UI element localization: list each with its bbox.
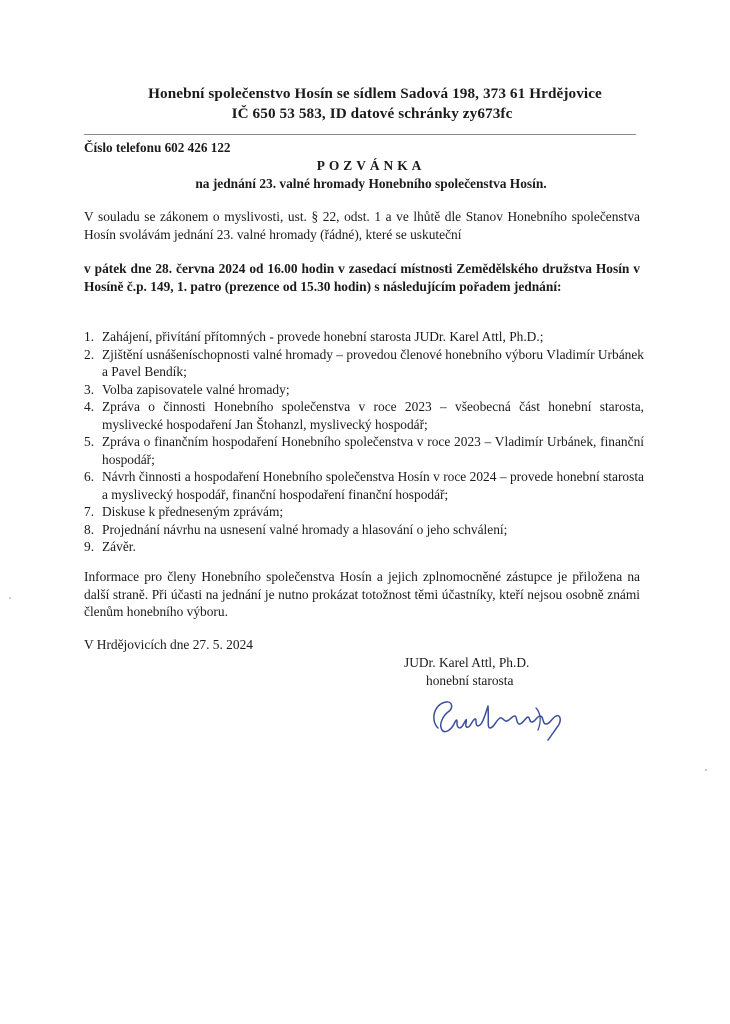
agenda-item-number: 8. [84, 521, 95, 537]
agenda-item-text: Návrh činnosti a hospodaření Honebního společenstva Hosín v roce 2024 – provede honební starosta a myslivecký hospodář, finanční hospodaření finanční hospodář; [102, 469, 644, 502]
meeting-details: v pátek dne 28. června 2024 od 16.00 hodin v zasedací místnosti Zemědělského družstva Hosín v Hosíně č.p. 149, 1. patro (prezence od 15.30 hodin) s následujícím pořadem jednání: [84, 261, 640, 294]
signatory-block [404, 654, 529, 690]
agenda-item [84, 433, 644, 468]
agenda-item-text: Volba zapisovatele valné hromady; [102, 381, 290, 397]
agenda-item-number: 9. [84, 539, 95, 554]
header-divider [84, 134, 636, 135]
handwritten-signature [424, 690, 574, 750]
agenda-item [84, 328, 644, 346]
signatory-role: honební starosta [426, 673, 514, 688]
agenda-item-number: 3. [84, 381, 95, 397]
agenda-item-text: Zpráva o činnosti Honebního společenstva v roce 2023 – všeobecná část honební starosta, myslivecké hospodaření Jan Štohanzl, myslivecký hospodář; [102, 399, 644, 432]
agenda-item-text: Zahájení, přivítání přítomných - provede honební starosta JUDr. Karel Attl, Ph.D.; [102, 329, 544, 344]
agenda-item-number: 1. [84, 329, 95, 344]
agenda-item-number: 5. [84, 434, 95, 449]
letterhead [0, 84, 730, 124]
agenda-item-number: 4. [84, 399, 95, 414]
info-paragraph: Informace pro členy Honebního společenstva Hosín a jejich zplnomocněné zástupce je přiložena na další straně. Při účasti na jednání je nutno prokázat totožnost těmi účastníky, kteří nejsou osobně známi členům honebního výboru. [84, 569, 640, 619]
agenda-item-text: Závěr. [102, 539, 136, 554]
agenda-item [84, 538, 644, 556]
agenda-item [84, 381, 644, 399]
agenda-item-text: Projednání návrhu na usnesení valné hromady a hlasování o jeho schválení; [102, 521, 508, 537]
agenda-item-text: Zjištění usnášeníschopnosti valné hromady – provedou členové honebního výboru Vladimír Urbánek a Pavel Bendík; [102, 346, 644, 379]
intro-paragraph: V souladu se zákonem o myslivosti, ust. § 22, odst. 1 a ve lhůtě dle Stanov Honebního společenstva Hosín svolávám jednání 23. valné hromady (řádné), které se uskuteční [84, 209, 640, 242]
agenda-item-number: 2. [84, 346, 95, 362]
place-and-date: V Hrdějovicích dne 27. 5. 2024 [84, 637, 253, 652]
document-subtitle: na jednání 23. valné hromady Honebního společenstva Hosín. [195, 176, 547, 191]
phone-number: Číslo telefonu 602 426 122 [84, 140, 231, 155]
agenda-item-text: Diskuse k předneseným zprávám; [102, 504, 284, 519]
agenda-item [84, 503, 644, 521]
agenda-item-text: Zpráva o finančním hospodaření Honebního společenstva v roce 2023 – Vladimír Urbánek, finanční hospodář; [102, 434, 644, 467]
agenda-list [84, 328, 644, 556]
agenda-item-number: 6. [84, 469, 95, 484]
letterhead-line2: IČ 650 53 583, ID datové schránky zy673fc [231, 105, 513, 122]
agenda-item [84, 398, 644, 433]
signatory-name: JUDr. Karel Attl, Ph.D. [404, 655, 530, 670]
agenda-item-number: 7. [84, 504, 95, 519]
letterhead-line1: Honební společenstvo Hosín se sídlem Sadová 198, 373 61 Hrdějovice [148, 85, 602, 102]
agenda-item [84, 468, 644, 503]
document-title: POZVÁNKA [316, 158, 426, 173]
agenda-item [84, 346, 644, 381]
agenda-item [84, 521, 644, 539]
